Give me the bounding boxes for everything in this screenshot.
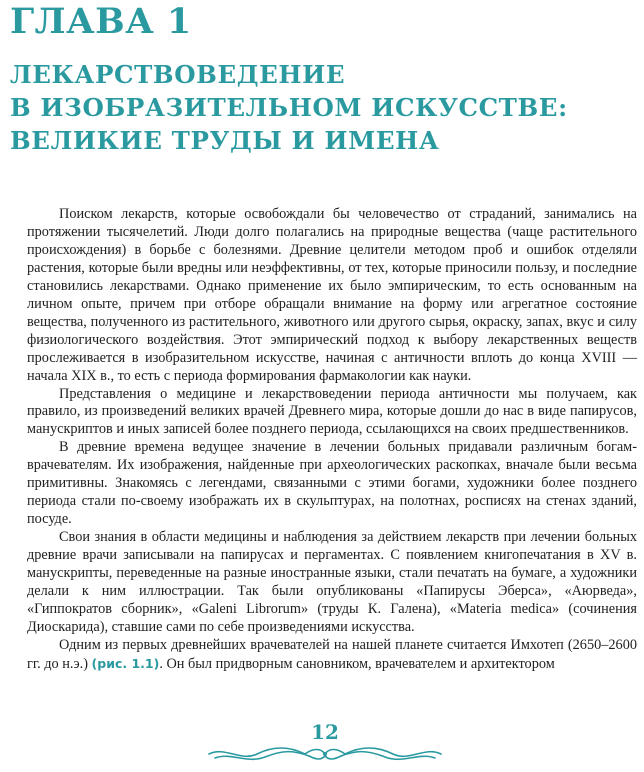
- chapter-heading: ГЛАВА 1: [10, 1, 192, 42]
- page-number: 12: [311, 720, 339, 744]
- paragraph: Представления о медицине и лекарствоведении периода античности мы получаем, как правило, из произведений великих врачей Древнего мира, которые дошли до нас в виде папирусов, манускриптов и иных записей более позднего периода, ссылающихся на своих предшественников.: [27, 385, 637, 438]
- wave-ornament-icon: [205, 742, 445, 766]
- figure-reference-link[interactable]: (рис. 1.1): [91, 655, 160, 671]
- chapter-title-line: ВЕЛИКИЕ ТРУДЫ И ИМЕНА: [10, 126, 440, 155]
- chapter-title-line: ЛЕКАРСТВОВЕДЕНИЕ: [10, 60, 346, 89]
- page-footer: [205, 720, 445, 768]
- paragraph-text: Одним из первых древнейших врачевателей на нашей планете считается Имхотеп (2650–2600 гг. до н.э.): [27, 636, 637, 672]
- paragraph: В древние времена ведущее значение в лечении больных придавали различным богам-врачевателям. Их изображения, найденные при археологических раскопках, вначале были весьма примитивны. Знакомясь с легендами, связанными с этими богами, художники более позднего периода стали по-своему изображать их в скульптурах, на полотнах, росписях на стенах зданий, посуде.: [27, 439, 637, 528]
- paragraph: Свои знания в области медицины и наблюдения за действием лекарств при лечении больных древние врачи записывали на папирусах и пергаментах. С появлением книгопечатания в XV в. манускрипты, переведенные на разные иностранные языки, стали печатать на бумаге, а художники делали к ним иллюстрации. Так были опубликованы «Папирусы Эберса», «Аюрведа», «Гиппократов сборник», «Galeni Librorum» (труды К. Галена), «Materia medica» (сочинения Диоскарида), ставшие сами по себе произведениями искусства.: [27, 529, 637, 635]
- chapter-title: [10, 58, 568, 157]
- paragraph: Поиском лекарств, которые освобождали бы человечество от страданий, занимались на протяжении тысячелетий. Люди долго полагались на природные вещества (чаще растительного происхождения) в борьбе с болезнями. Древние целители методом проб и ошибок отделяли растения, которые были вредны или неэффективны, от тех, которые приносили пользу, и последние становились лекарствами. Однако применение их было эмпирическим, то есть основанным на личном опыте, причем при отборе обращали внимание на форму или агрегатное состояние вещества, полученного из растительного, животного или другого сырья, окраску, запах, вкус и силу физиологического воздействия. Этот эмпирический подход к выбору лекарственных веществ прослеживается в изобразительном искусстве, начиная с античности вплоть до конца XVIII — начала XIX в., то есть с периода формирования фармакологии как науки.: [27, 206, 637, 384]
- chapter-title-line: В ИЗОБРАЗИТЕЛЬНОМ ИСКУССТВЕ:: [10, 93, 568, 122]
- paragraph: [27, 637, 637, 674]
- body-text: [27, 206, 637, 674]
- paragraph-text: . Он был придворным сановником, врачевателем и архитектором: [159, 655, 555, 672]
